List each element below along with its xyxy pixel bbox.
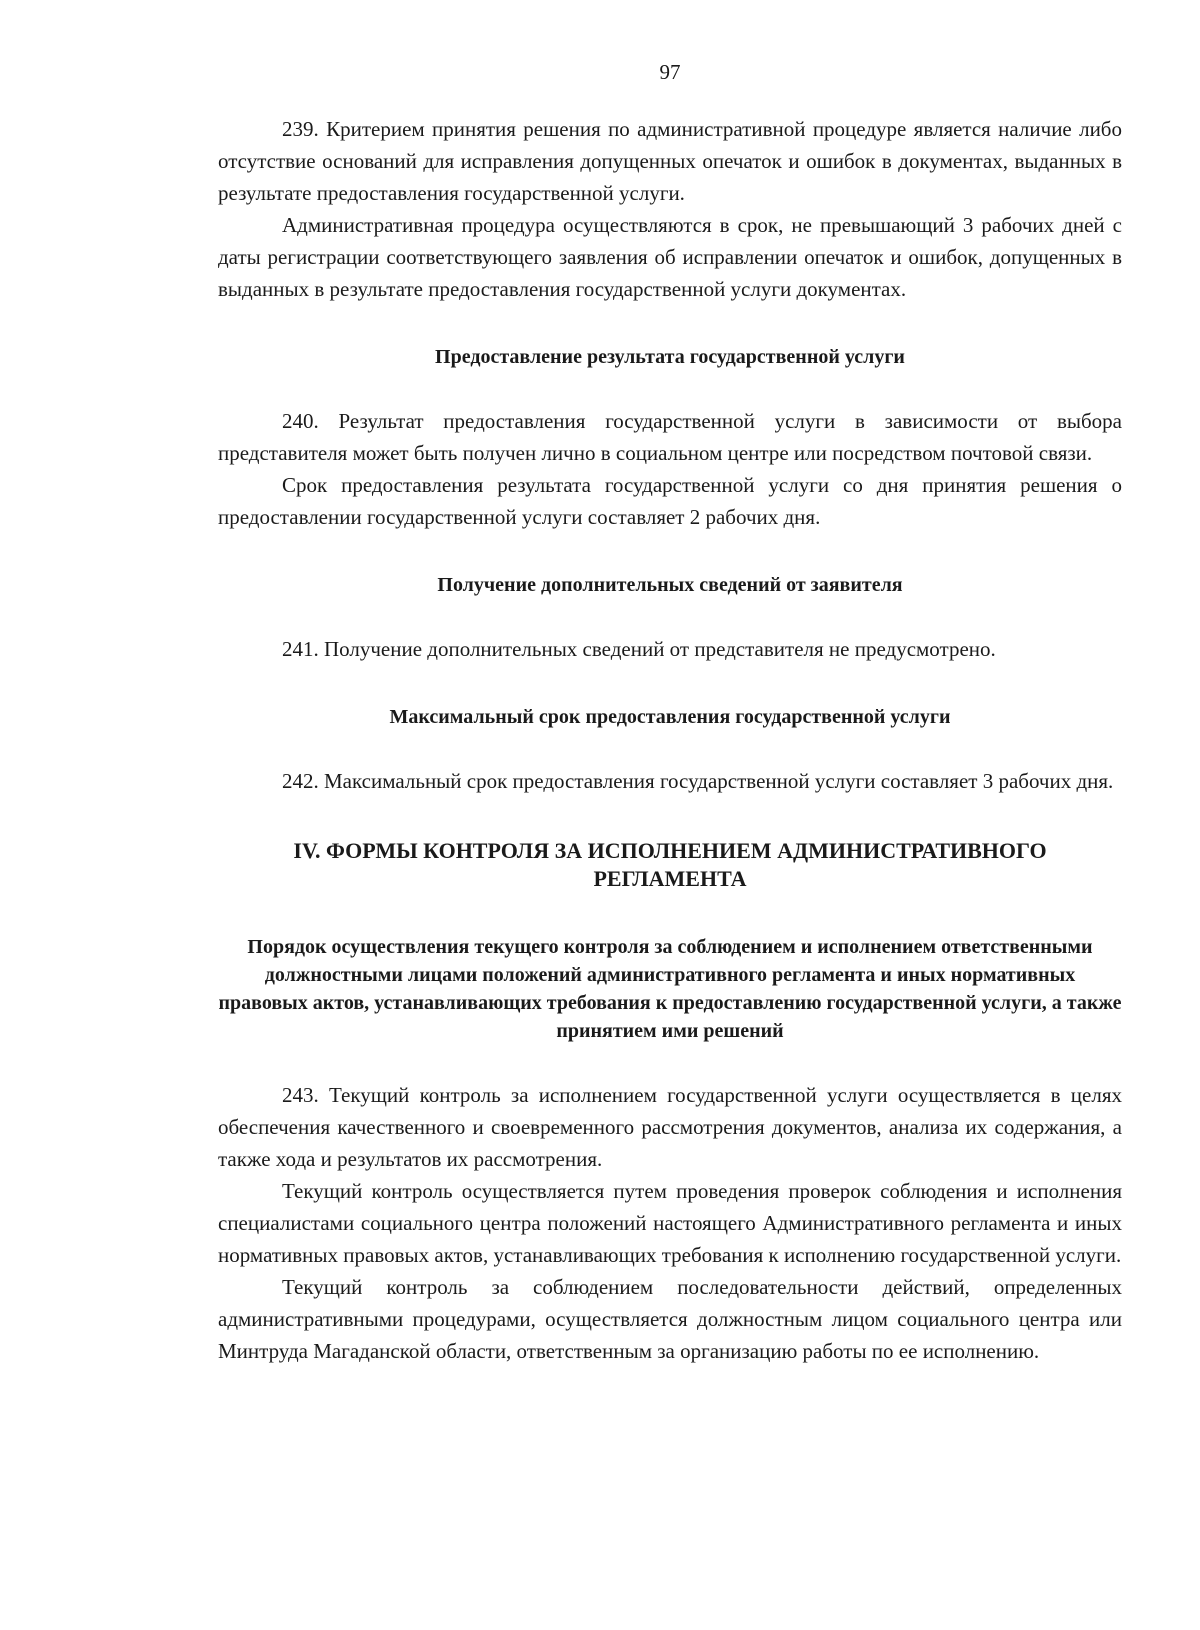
page-number: 97 <box>659 60 681 84</box>
paragraph-243-checks: Текущий контроль осуществляется путем проведения проверок соблюдения и исполнения специалистами социального центра положений настоящего Административного регламента и иных нормативных правовых актов, устанавливающих требования к исполнению государственной услуги. <box>218 1179 1122 1267</box>
paragraph-241: 241. Получение дополнительных сведений от представителя не предусмотрено. <box>282 637 996 661</box>
heading-result-provision: Предоставление результата государственной услуги <box>435 346 905 368</box>
paragraph-239-deadline: Административная процедура осуществляются в срок, не превышающий 3 рабочих дней с даты регистрации соответствующего заявления об исправлении опечаток и ошибок, допущенных в выданных в результате предоставления государственной услуги документах. <box>218 213 1122 301</box>
paragraph-243-responsible: Текущий контроль за соблюдением последовательности действий, определенных административными процедурами, осуществляется должностным лицом социального центра или Минтруда Магаданской области, ответственным за организацию работы по ее исполнению. <box>218 1275 1122 1363</box>
paragraph-242: 242. Максимальный срок предоставления государственной услуги составляет 3 рабочих дня. <box>282 769 1114 793</box>
paragraph-240: 240. Результат предоставления государственной услуги в зависимости от выбора представителя может быть получен лично в социальном центре или посредством почтовой связи. <box>218 409 1122 465</box>
section-title-iv: IV. ФОРМЫ КОНТРОЛЯ ЗА ИСПОЛНЕНИЕМ АДМИНИСТРАТИВНОГО РЕГЛАМЕНТА <box>293 838 1047 891</box>
paragraph-239: 239. Критерием принятия решения по административной процедуре является наличие либо отсутствие оснований для исправления допущенных опечаток и ошибок в документах, выданных в результате предоставления государственной услуги. <box>218 117 1122 205</box>
heading-current-control: Порядок осуществления текущего контроля за соблюдением и исполнением ответственными должностными лицами положений административного регламента и иных нормативных правовых актов, устанавливающих требования к предоставлению государственной услуги, а также принятием ими решений <box>218 936 1122 1042</box>
heading-additional-info: Получение дополнительных сведений от заявителя <box>437 574 903 596</box>
heading-max-term: Максимальный срок предоставления государственной услуги <box>389 706 951 728</box>
paragraph-243: 243. Текущий контроль за исполнением государственной услуги осуществляется в целях обеспечения качественного и своевременного рассмотрения документов, анализа их содержания, а также хода и результатов их рассмотрения. <box>218 1083 1122 1171</box>
paragraph-240-term: Срок предоставления результата государственной услуги со дня принятия решения о предоставлении государственной услуги составляет 2 рабочих дня. <box>218 473 1122 529</box>
